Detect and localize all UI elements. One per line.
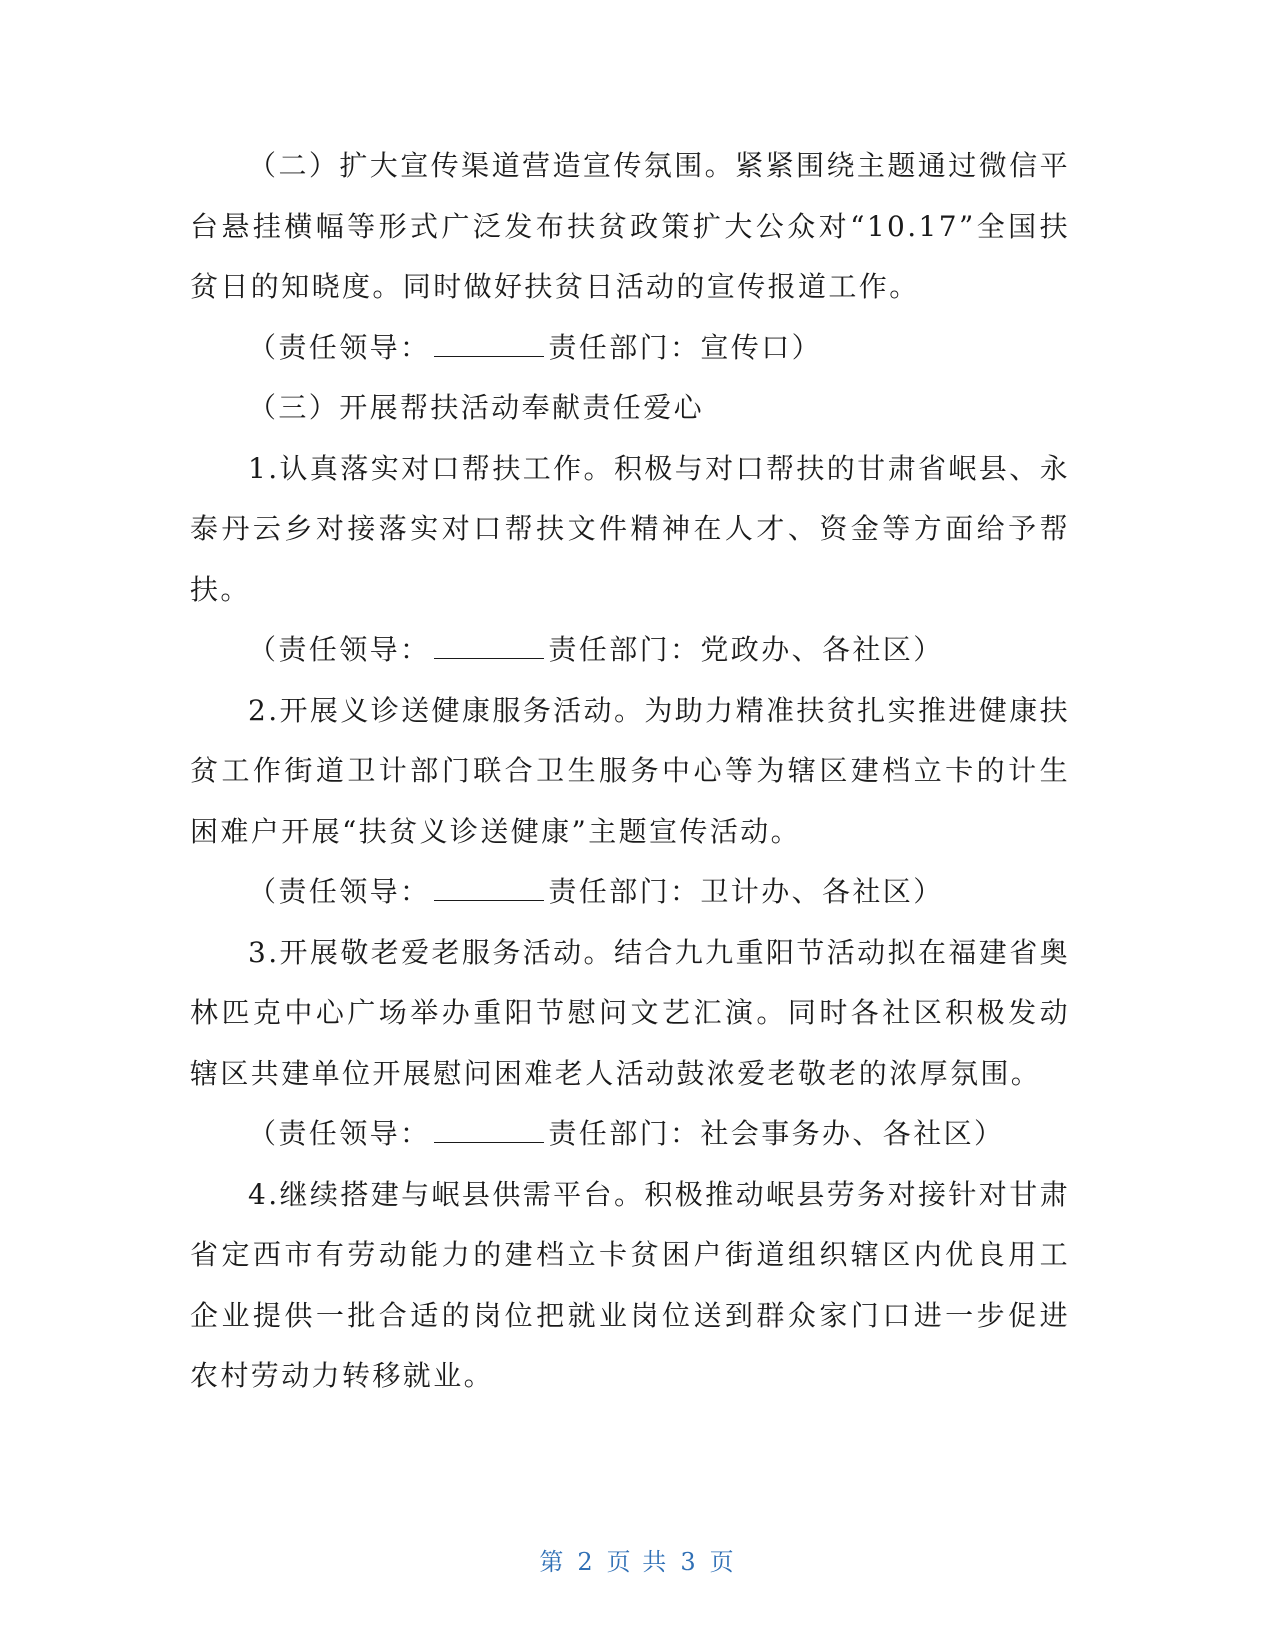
footer-suffix: 页 xyxy=(709,1548,736,1576)
blank-line xyxy=(434,1120,544,1143)
paragraph-item-4: 4.继续搭建与岷县供需平台。积极推动岷县劳务对接针对甘肃省定西市有劳动能力的建档立卡贫困户街道组织辖区内优良用工企业提供一批合适的岗位把就业岗位送到群众家门口进一步促进农村劳动力转移就业。 xyxy=(190,1177,1070,1392)
page-number-footer xyxy=(0,1542,1275,1577)
document-body xyxy=(190,136,1070,1407)
total-page-count: 3 xyxy=(680,1548,698,1576)
paragraph-item-1: 1.认真落实对口帮扶工作。积极与对口帮扶的甘肃省岷县、永泰丹云乡对接落实对口帮扶文件精神在人才、资金等方面给予帮扶。 xyxy=(190,451,1070,606)
section-heading-assistance: （三）开展帮扶活动奉献责任爱心 xyxy=(248,391,705,424)
responsibility-dept-label: 责任部门：党政办、各社区） xyxy=(548,633,944,666)
responsibility-lead-label: （责任领导： xyxy=(248,330,431,364)
responsibility-line-item-1 xyxy=(190,620,1070,681)
paragraph-publicity: （二）扩大宣传渠道营造宣传氛围。紧紧围绕主题通过微信平台悬挂横幅等形式广泛发布扶贫政策扩大公众对“10.17”全国扶贫日的知晓度。同时做好扶贫日活动的宣传报道工作。 xyxy=(190,149,1070,303)
paragraph-item-3: 3.开展敬老爱老服务活动。结合九九重阳节活动拟在福建省奥林匹克中心广场举办重阳节慰问文艺汇演。同时各社区积极发动辖区共建单位开展慰问困难老人活动鼓浓爱老敬老的浓厚氛围。 xyxy=(190,935,1070,1090)
paragraph-item-2: 2.开展义诊送健康服务活动。为助力精准扶贫扎实推进健康扶贫工作街道卫计部门联合卫生服务中心等为辖区建档立卡的计生困难户开展“扶贫义诊送健康”主题宣传活动。 xyxy=(190,693,1070,848)
responsibility-lead-label: （责任领导： xyxy=(248,633,431,666)
responsibility-lead-label: （责任领导： xyxy=(248,1117,431,1150)
blank-line xyxy=(434,334,544,357)
responsibility-dept-label: 责任部门：卫计办、各社区） xyxy=(548,875,944,908)
footer-mid: 页 共 xyxy=(606,1548,669,1576)
responsibility-dept-label: 责任部门：宣传口） xyxy=(548,330,823,364)
responsibility-lead-label: （责任领导： xyxy=(248,875,431,908)
current-page-number: 2 xyxy=(577,1548,595,1576)
responsibility-line-item-2 xyxy=(190,862,1070,923)
blank-line xyxy=(434,878,544,901)
responsibility-line-publicity xyxy=(190,318,1070,379)
footer-prefix: 第 xyxy=(539,1548,566,1576)
blank-line xyxy=(434,636,544,659)
responsibility-line-item-3 xyxy=(190,1104,1070,1165)
responsibility-dept-label: 责任部门：社会事务办、各社区） xyxy=(548,1117,1005,1150)
